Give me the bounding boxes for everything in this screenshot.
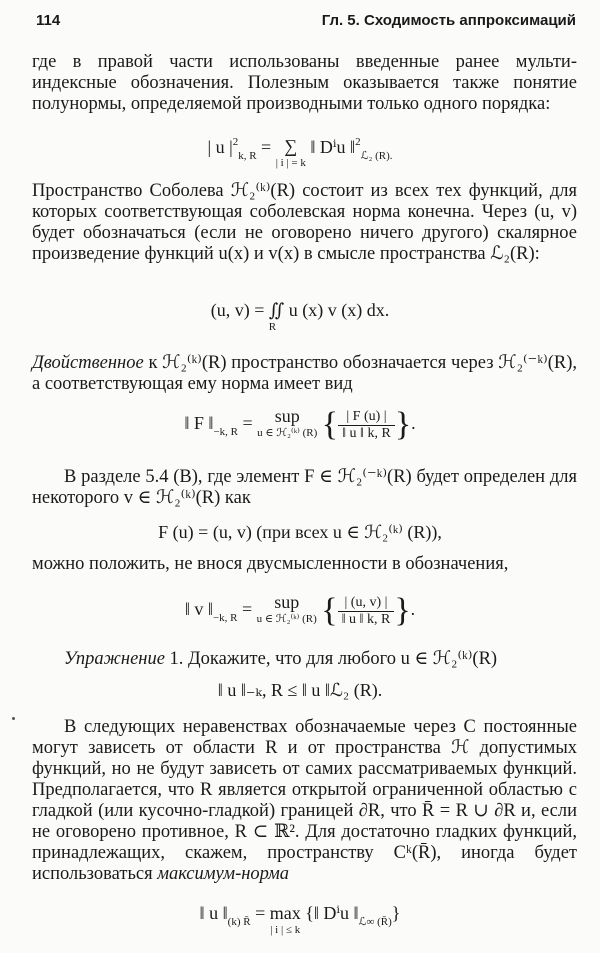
seminorm-rhs: ‖ Dⁱu ‖ <box>310 137 356 157</box>
right-brace: } <box>394 592 411 629</box>
page-header <box>36 12 576 36</box>
paragraph-multiindex: где в правой части использованы введенные ранее мульти-индексные обозначения. Полезным оказывается также понятие полунормы, определяемой производными только одного порядка: <box>32 52 577 114</box>
vnorm-fraction <box>338 595 395 628</box>
inner-product-domain: R <box>268 321 277 333</box>
left-brace: { <box>321 406 339 443</box>
seminorm-rhs-sup: 2 <box>355 136 361 148</box>
paragraph-notation: можно положить, не внося двусмысленности в обозначения, <box>32 554 509 574</box>
paragraph-section-ref: В разделе 5.4 (B), где элемент F ∈ ℋ₂⁽⁻ᵏ⁾(R) будет определен для некоторого v ∈ ℋ₂⁽ᵏ⁾(R) как <box>32 467 577 508</box>
dualnorm-fraction <box>338 409 395 442</box>
inner-product: (u, v) = ∬ u (x) v (x) dx. <box>210 300 390 320</box>
paragraph-sobolev: Пространство Соболева ℋ₂⁽ᵏ⁾(R) состоит из всех тех функций, для которых соответствующая соболевская норма конечна. Через (u, v) будет обозначаться (если не оговорено ничего другого) скалярное произведение функций u(x) и v(x) в смысле пространства ℒ₂(R): <box>32 181 577 264</box>
vnorm-sup-under: u ∈ ℋ₂⁽ᵏ⁾ (R) <box>256 613 317 625</box>
maxnorm-max-block <box>270 903 301 937</box>
exercise-term: Упражнение <box>64 649 165 669</box>
equation-exercise: ‖ u ‖₋ₖ, R ≤ ‖ u ‖ℒ₂ (R). <box>217 680 383 700</box>
left-brace: { <box>321 592 338 629</box>
dualnorm-sub: −k, R <box>213 426 238 439</box>
dual-text: к ℋ₂⁽ᵏ⁾(R) пространство обозначается через ℋ₂⁽⁻ᵏ⁾(R), а соответствующая ему норма имеет вид <box>32 353 577 394</box>
dualnorm-den: ‖ u ‖ k, R <box>342 425 391 441</box>
maxnorm-eq: = <box>250 903 270 923</box>
dualnorm-lhs: ‖ F ‖ <box>184 413 214 434</box>
vnorm-sup: sup <box>274 592 300 612</box>
equation-max-norm <box>0 903 600 937</box>
inner-product-block <box>211 300 389 334</box>
seminorm-sub: k, R <box>238 150 257 162</box>
maxnorm-rhs-sub: ℒ∞ (R̄) <box>358 916 392 928</box>
equation-functional: F (u) = (u, v) (при всех u ∈ ℋ₂⁽ᵏ⁾ (R)), <box>158 522 442 542</box>
seminorm-sum-block <box>276 136 306 170</box>
equation-v-norm <box>0 592 600 630</box>
seminorm-lhs: | u | <box>207 137 233 157</box>
dual-term: Двойственное <box>32 353 144 373</box>
exercise-text: 1. Докажите, что для любого u ∈ ℋ₂⁽ᵏ⁾(R) <box>164 649 498 669</box>
running-head: Гл. 5. Сходимость аппроксимаций <box>321 12 576 29</box>
dualnorm-end: . <box>411 413 416 434</box>
maxnorm-rhs-end: } <box>391 903 401 923</box>
paragraph-exercise <box>32 649 577 670</box>
inequalities-text: В следующих неравенствах обозначаемые через C постоянные могут зависеть от области R и от пространства ℋ допустимых функций, но не будут зависеть от самих рассматриваемых функций. Предполагается, что R является открытой ограниченной областью с гладкой (или кусочно-гладкой) границей ∂R, что R̄ = R ∪ ∂R и, если не оговорено противное, R ⊂ ℝ². Для достаточно гладких функций, принадлежащих, скажем, пространству Cᵏ(R̄), иногда будет использоваться <box>32 717 577 884</box>
max-norm-term: максимум-норма <box>157 864 290 884</box>
vnorm-eq: = <box>237 599 257 620</box>
page-number: 114 <box>36 12 61 29</box>
maxnorm-max: max <box>269 903 301 923</box>
vnorm-sup-block <box>257 592 317 626</box>
seminorm-rhs-sub: ℒ₂ (R). <box>360 150 393 162</box>
paragraph-dual <box>32 353 577 395</box>
right-brace: } <box>394 406 412 443</box>
vnorm-end: . <box>410 599 416 620</box>
vnorm-sub: −k, R <box>212 612 238 625</box>
maxnorm-lhs: ‖ u ‖ <box>199 903 228 923</box>
equation-seminorm <box>0 136 600 170</box>
margin-dot <box>12 717 15 720</box>
maxnorm-max-under: | i | ≤ k <box>270 924 301 936</box>
vnorm-lhs: ‖ v ‖ <box>184 599 213 620</box>
dualnorm-sup-block <box>257 406 317 440</box>
maxnorm-sub: (k) R̄ <box>227 916 251 928</box>
equation-dual-norm <box>0 406 600 444</box>
seminorm-sum: ∑ <box>284 136 298 156</box>
dualnorm-num: | F (u) | <box>338 409 395 426</box>
paragraph-inequalities <box>32 717 577 885</box>
vnorm-num: | (u, v) | <box>338 595 395 612</box>
dualnorm-eq: = <box>238 413 258 434</box>
seminorm-eq: = <box>256 137 276 157</box>
dualnorm-sup-under: u ∈ ℋ₂⁽ᵏ⁾ (R) <box>257 427 318 439</box>
seminorm-sup: 2 <box>232 136 239 148</box>
maxnorm-rhs: {‖ Dⁱu ‖ <box>305 903 359 923</box>
equation-inner-product <box>0 300 600 334</box>
vnorm-den: ‖ u ‖ k, R <box>341 611 391 627</box>
dualnorm-sup: sup <box>274 406 300 426</box>
seminorm-sum-sub: | i | = k <box>275 157 306 169</box>
